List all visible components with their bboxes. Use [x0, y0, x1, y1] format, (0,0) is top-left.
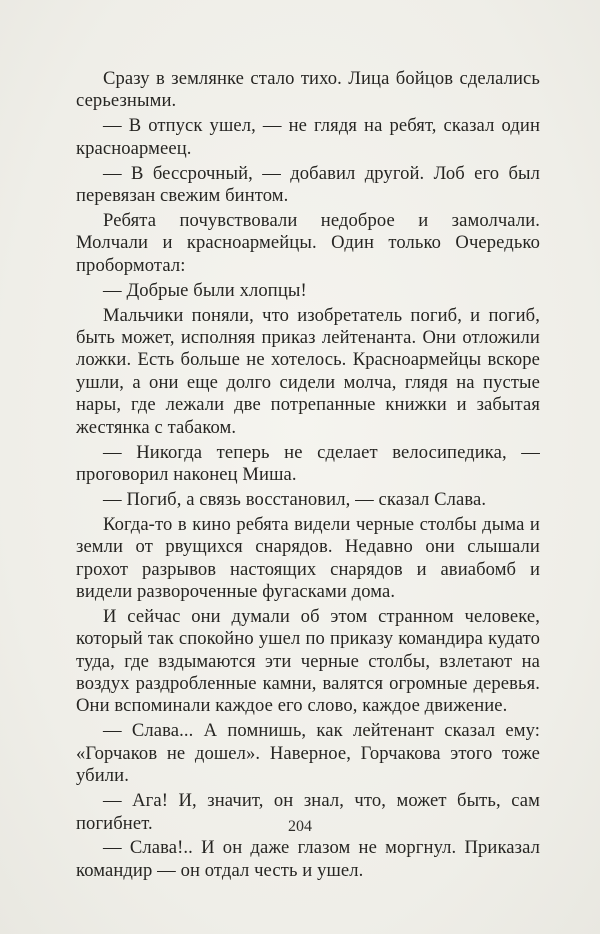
paragraph: Когда-то в кино ребята видели черные столбы дыма и земли от рвущихся снарядов. Недавно они слышали грохот разрывов настоящих снарядов и авиабомб и видели развороченные фугасками дома.	[76, 513, 540, 602]
paragraph: — Ага! И, значит, он знал, что, может быть, сам погибнет.	[76, 790, 540, 834]
paragraph: — В отпуск ушел, — не глядя на ребят, сказал один красноармеец.	[76, 115, 540, 159]
paragraph: Мальчики поняли, что изобретатель погиб, и погиб, быть может, исполняя приказ лейтенанта. Они отложили ложки. Есть больше не хотелось. Красноармейцы вскоре ушли, а они еще долго сидели молча, глядя на пустые нары, где лежали две потрепанные книжки и забытая жестянка с табаком.	[76, 304, 540, 438]
paragraph: — Добрые были хлопцы!	[103, 279, 307, 301]
paragraph: Сразу в землянке стало тихо. Лица бойцов сделались серьезными.	[76, 68, 540, 112]
paragraph: — В бессрочный, — добавил другой. Лоб его был перевязан свежим бинтом.	[76, 162, 540, 207]
paragraph: — Слава!.. И он даже глазом не моргнул. Приказал командир — он отдал честь и ушел.	[76, 837, 540, 881]
paragraph: — Никогда теперь не сделает велосипедика, — проговорил наконец Миша.	[76, 441, 540, 485]
paragraph: И сейчас они думали об этом странном человеке, который так спокойно ушел по приказу командира кудато туда, где вздымаются эти черные столбы, взлетают на воздух раздробленные камни, валятся огромные деревья. Они вспоминали каждое его слово, каждое движение.	[76, 605, 540, 717]
paragraph: — Погиб, а связь восстановил, — сказал Слава.	[103, 488, 487, 510]
page-number: 204	[288, 818, 312, 835]
paragraph: Ребята почувствовали недоброе и замолчали. Молчали и красноармейцы. Один только Очередько пробормотал:	[76, 209, 540, 276]
page-body-text	[76, 68, 540, 885]
paragraph: — Слава... А помнишь, как лейтенант сказал ему: «Горчаков не дошел». Наверное, Горчакова этого тоже убили.	[76, 720, 540, 787]
